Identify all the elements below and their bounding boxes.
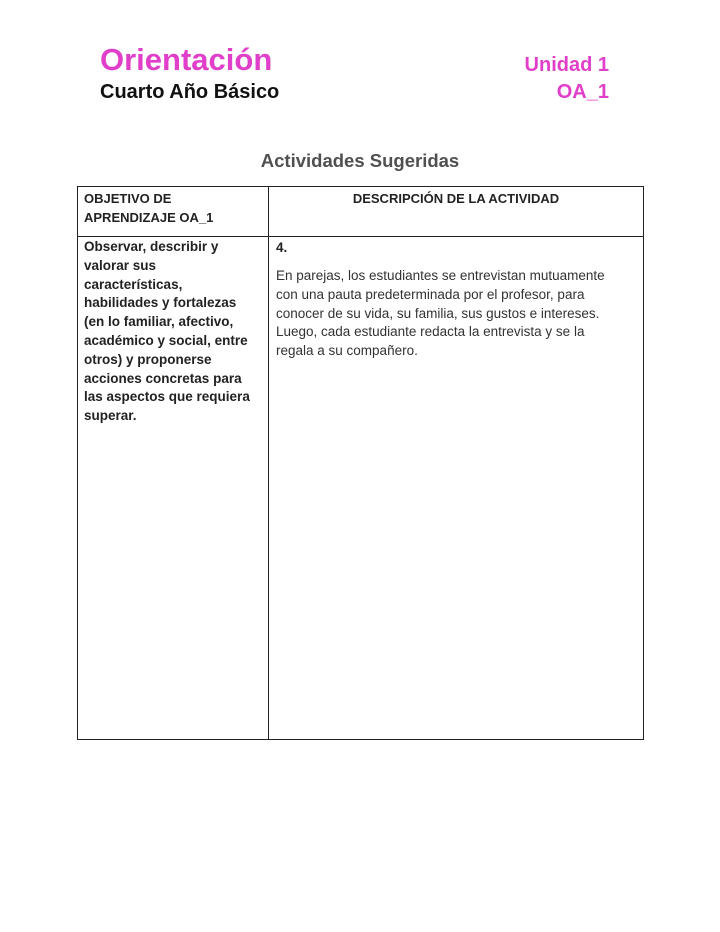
objective-line: las aspectos que requiera (84, 389, 250, 405)
section-title: Actividades Sugeridas (260, 150, 460, 171)
oa-label: OA_1 (556, 81, 609, 103)
objective-line: características, (84, 276, 183, 292)
column-divider (268, 187, 269, 739)
objective-line: acciones concretas para (84, 370, 242, 386)
activity-number: 4. (276, 240, 288, 255)
objective-text (84, 238, 250, 426)
subject-title: Orientación (100, 42, 273, 77)
activities-table (77, 186, 644, 740)
objective-line: habilidades y fortalezas (84, 295, 237, 311)
objective-column-header (84, 189, 264, 227)
header-line: OBJETIVO DE (84, 191, 172, 206)
activity-description (276, 267, 605, 361)
grade-subtitle: Cuarto Año Básico (100, 81, 280, 103)
activity-line: Luego, cada estudiante redacta la entrevista y se la (276, 324, 585, 340)
objective-line: (en lo familiar, afectivo, (84, 314, 234, 330)
activity-line: conocer de su vida, su familia, sus gustos e intereses. (276, 305, 600, 321)
objective-line: Observar, describir y (84, 239, 219, 254)
objective-line: valorar sus (84, 257, 157, 273)
description-column-header: DESCRIPCIÓN DE LA ACTIVIDAD (352, 191, 560, 206)
objective-line: académico y social, entre (84, 332, 248, 348)
objective-line: superar. (84, 408, 137, 424)
activity-line: con una pauta predeterminada por el profesor, para (276, 286, 585, 302)
activity-line: En parejas, los estudiantes se entrevistan mutuamente (276, 268, 605, 283)
objective-line: otros) y proponerse (84, 351, 212, 367)
activity-line: regala a su compañero. (276, 343, 418, 359)
header-line: APRENDIZAJE OA_1 (84, 210, 214, 225)
header-divider (78, 236, 643, 237)
unit-label: Unidad 1 (524, 54, 609, 76)
